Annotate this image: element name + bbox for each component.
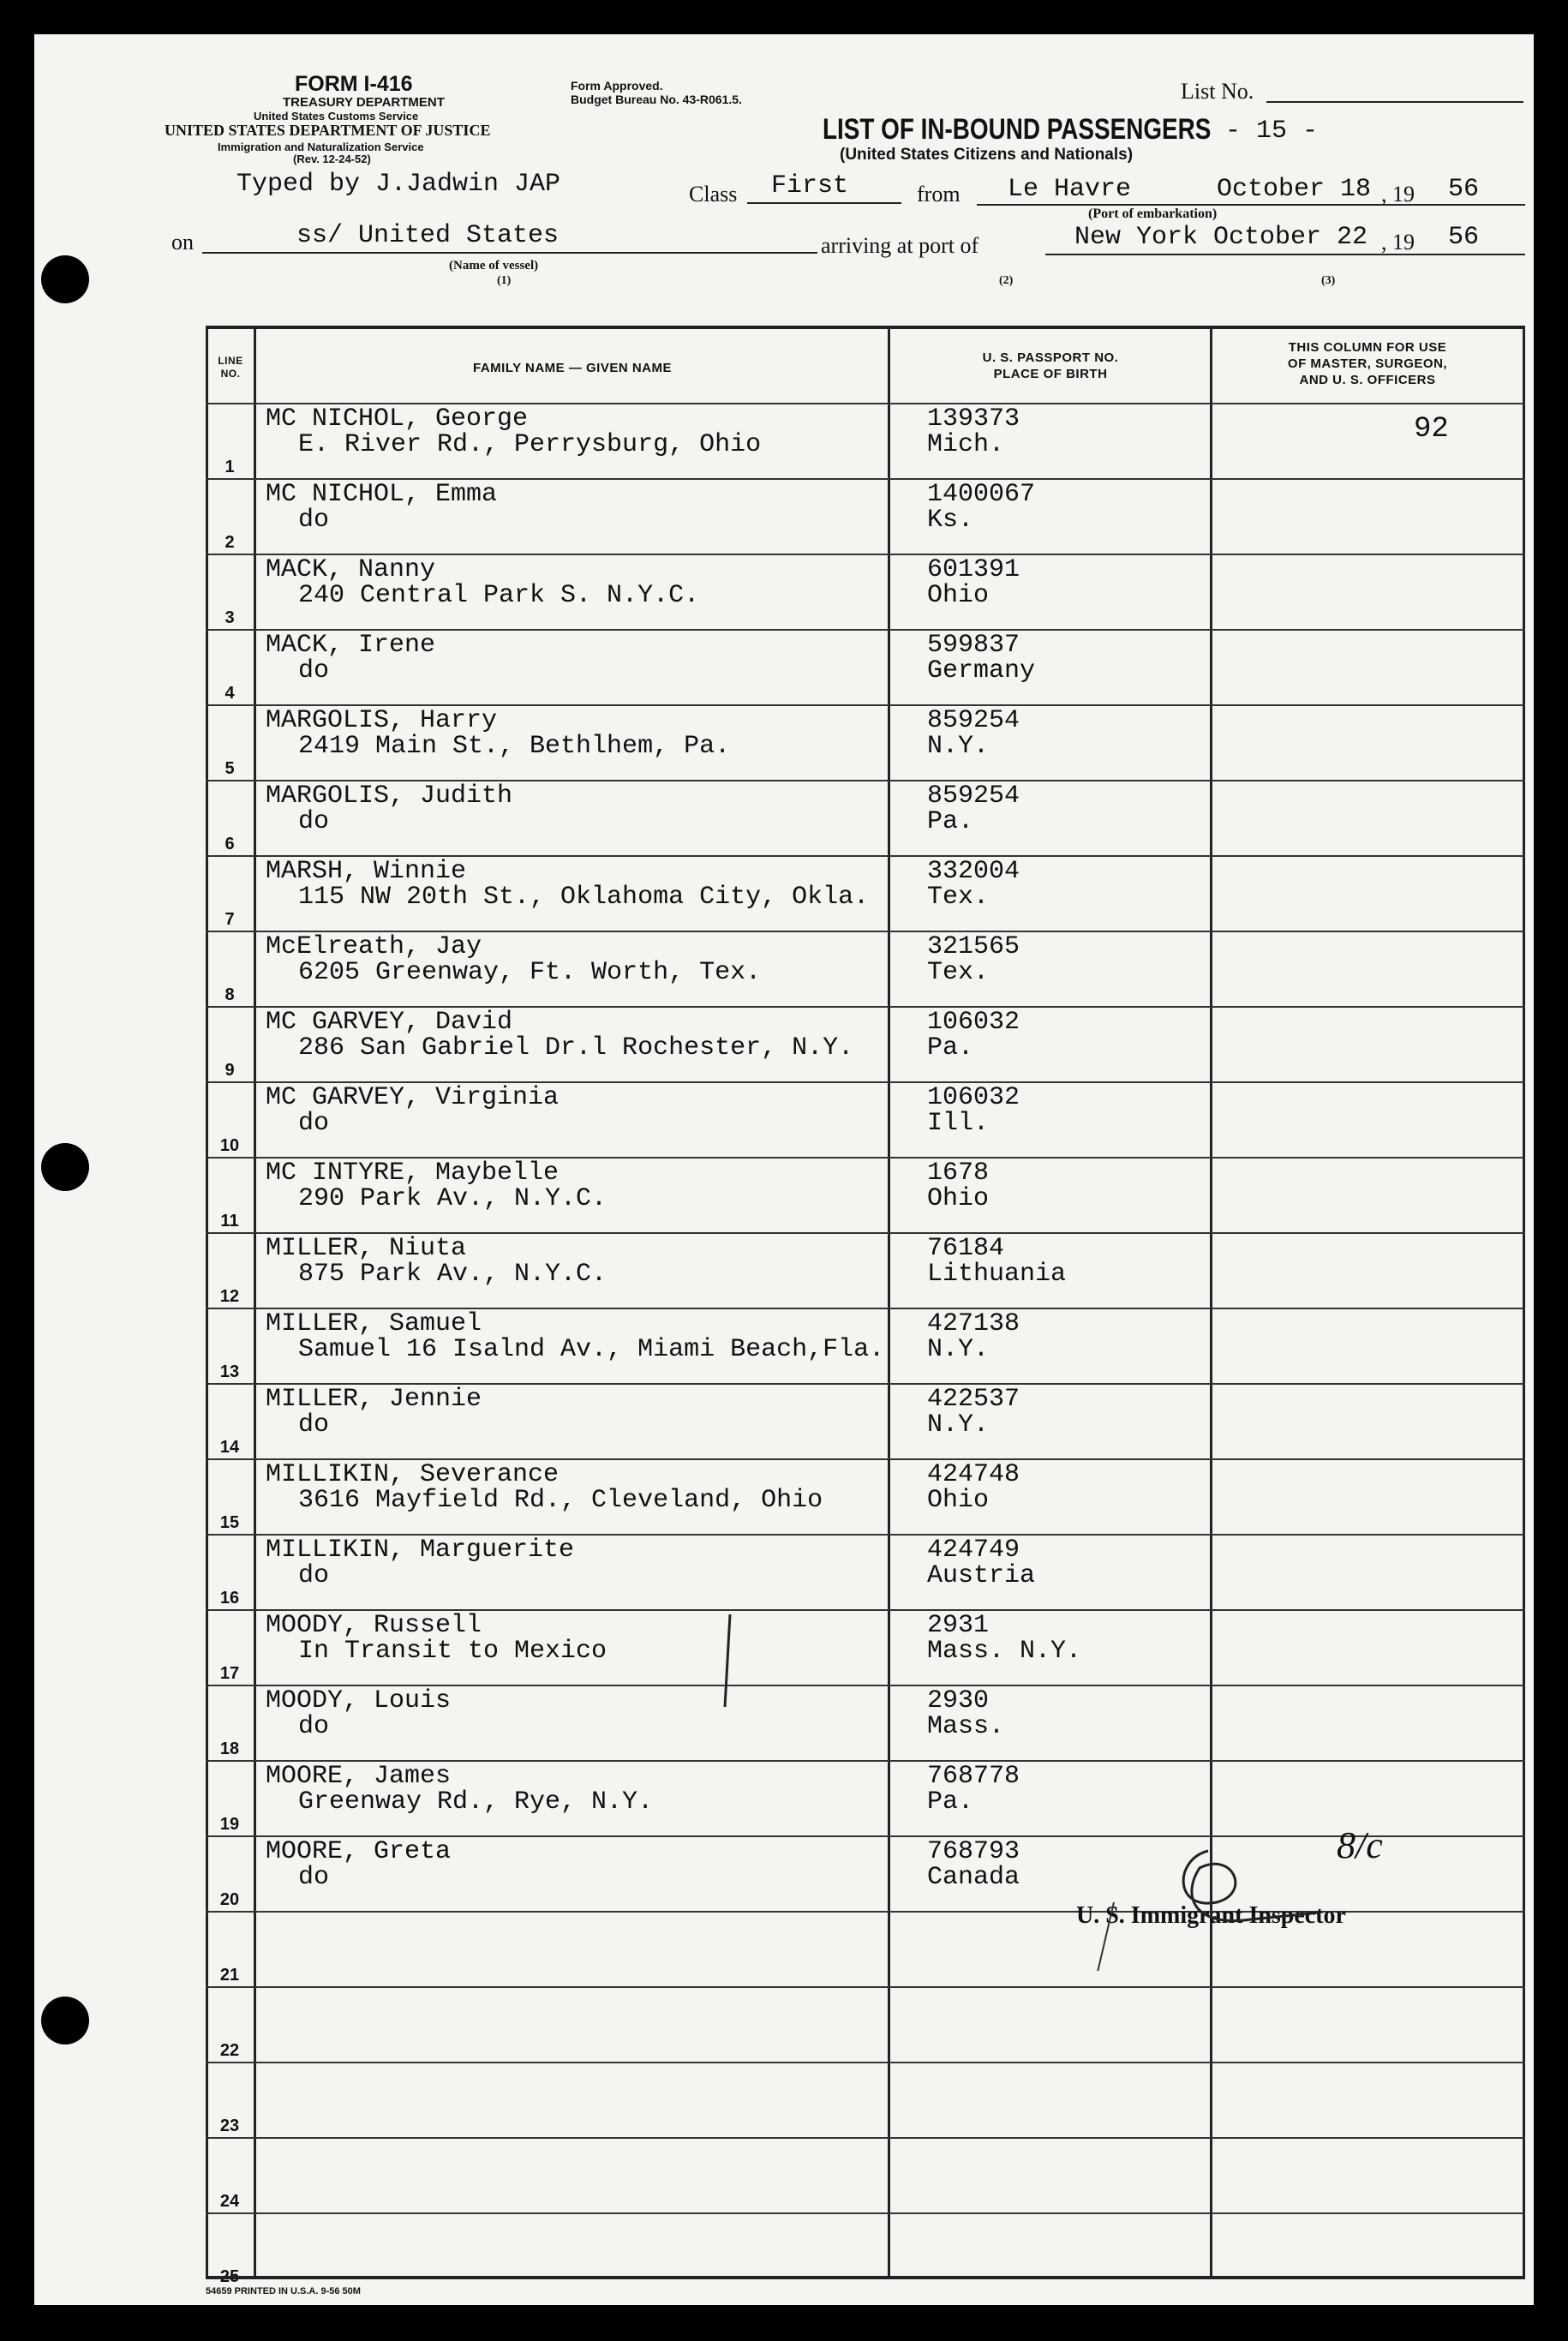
- place-of-birth: Mich.: [927, 430, 1005, 459]
- inspector-signature: [1045, 1799, 1474, 1971]
- place-of-birth: N.Y.: [927, 1335, 990, 1364]
- passenger-address: do: [298, 807, 330, 836]
- place-of-birth: Ohio: [927, 581, 990, 610]
- page-subtitle: (United States Citizens and Nationals): [840, 146, 1134, 164]
- arrival-year-prefix: , 19: [1381, 230, 1415, 254]
- line-number: 22: [219, 2041, 240, 2060]
- passenger-name: MC NICHOL, Emma: [266, 480, 498, 509]
- list-no-label: List No.: [1181, 79, 1254, 104]
- passenger-name: MOODY, Russell: [266, 1611, 482, 1640]
- binder-hole-top: [41, 255, 89, 303]
- table-row: [206, 554, 1523, 629]
- vessel-line: [202, 252, 817, 254]
- list-no-line: [1266, 101, 1523, 103]
- passenger-address: Samuel 16 Isalnd Av., Miami Beach,Fla.: [298, 1335, 885, 1364]
- passenger-address: E. River Rd., Perrysburg, Ohio: [298, 430, 762, 459]
- inspector-stamp: U. S. Immigrant Inspector: [1076, 1902, 1346, 1929]
- line-number: 18: [219, 1739, 240, 1758]
- on-label: on: [171, 230, 194, 254]
- passenger-address: do: [298, 506, 330, 535]
- vessel-caption: (Name of vessel): [449, 259, 539, 272]
- passenger-name: MILLER, Niuta: [266, 1234, 467, 1263]
- line-number: 7: [224, 910, 235, 929]
- header-officers-line3: AND U. S. OFFICERS: [1299, 373, 1436, 387]
- place-of-birth: Austria: [927, 1561, 1036, 1590]
- place-of-birth: Tex.: [927, 958, 990, 987]
- line-number: 3: [224, 608, 235, 627]
- dept-justice: UNITED STATES DEPARTMENT OF JUSTICE: [165, 122, 491, 139]
- port-embark-caption: (Port of embarkation): [1088, 207, 1218, 221]
- header-officers-line2: OF MASTER, SURGEON,: [1287, 356, 1448, 371]
- class-label: Class: [689, 182, 738, 207]
- header-passport-line2: PLACE OF BIRTH: [993, 367, 1108, 381]
- passenger-address: do: [298, 1561, 330, 1590]
- table-row: [206, 629, 1523, 704]
- passenger-table: [206, 326, 1525, 2286]
- passport-number: 424749: [927, 1536, 1020, 1565]
- place-of-birth: Ill.: [927, 1109, 990, 1138]
- passport-number: 139373: [927, 404, 1020, 434]
- page-title: LIST OF IN-BOUND PASSENGERS: [823, 113, 1212, 146]
- passport-number: 768793: [927, 1837, 1020, 1866]
- place-of-birth: Pa.: [927, 1033, 974, 1063]
- passenger-address: 6205 Greenway, Ft. Worth, Tex.: [298, 958, 762, 987]
- passenger-address: 115 NW 20th St., Oklahoma City, Okla.: [298, 883, 870, 912]
- col3-number: (3): [1321, 274, 1336, 287]
- passenger-name: MILLER, Jennie: [266, 1385, 482, 1414]
- line-number: 21: [219, 1966, 240, 1985]
- passenger-address: In Transit to Mexico: [298, 1637, 607, 1666]
- passport-number: 599837: [927, 631, 1020, 660]
- binder-hole-middle: [41, 1143, 89, 1191]
- passport-number: 76184: [927, 1234, 1005, 1263]
- form-revision: (Rev. 12-24-52): [293, 153, 371, 165]
- place-of-birth: Mass.: [927, 1712, 1005, 1741]
- passenger-address: 3616 Mayfield Rd., Cleveland, Ohio: [298, 1486, 823, 1515]
- from-label: from: [917, 182, 961, 207]
- from-year: 56: [1448, 175, 1480, 204]
- table-row: [206, 1986, 1523, 2062]
- passenger-name: MILLER, Samuel: [266, 1309, 482, 1338]
- line-number: 2: [224, 533, 235, 552]
- printer-footer: 54659 PRINTED IN U.S.A. 9-56 50M: [206, 2286, 361, 2296]
- passport-number: 2930: [927, 1686, 990, 1715]
- dept-customs: United States Customs Service: [254, 110, 419, 123]
- passenger-name: MOODY, Louis: [266, 1686, 452, 1715]
- passport-number: 321565: [927, 932, 1020, 961]
- table-row: [206, 2137, 1523, 2212]
- place-of-birth: Ohio: [927, 1184, 990, 1213]
- place-of-birth: Germany: [927, 656, 1036, 686]
- table-row: [206, 704, 1523, 780]
- line-number: 4: [224, 684, 235, 703]
- passenger-name: MACK, Nanny: [266, 555, 436, 584]
- line-number: 16: [219, 1589, 240, 1608]
- line-number: 24: [219, 2192, 240, 2211]
- line-number: 15: [219, 1513, 240, 1532]
- passenger-name: MC GARVEY, Virginia: [266, 1083, 560, 1112]
- arriving-label: arriving at port of: [821, 233, 979, 258]
- passenger-name: MARGOLIS, Judith: [266, 781, 513, 811]
- dept-treasury: TREASURY DEPARTMENT: [283, 95, 445, 110]
- table-row: [206, 1458, 1523, 1534]
- vessel-name: ss/ United States: [296, 221, 560, 250]
- passenger-address: 290 Park Av., N.Y.C.: [298, 1184, 607, 1213]
- table-top-rule: [206, 326, 1525, 329]
- margin-pen-mark: [720, 1611, 737, 1714]
- passport-number: 1400067: [927, 480, 1036, 509]
- place-of-birth: Lithuania: [927, 1260, 1067, 1289]
- class-line: [747, 202, 901, 204]
- line-number: 17: [219, 1664, 240, 1683]
- header-passport-line1: U. S. PASSPORT NO.: [982, 350, 1119, 365]
- table-bottom-rule: [206, 2276, 1525, 2279]
- place-of-birth: Pa.: [927, 1787, 974, 1817]
- passport-number: 424748: [927, 1460, 1020, 1489]
- passenger-address: 875 Park Av., N.Y.C.: [298, 1260, 607, 1289]
- line-number: 20: [219, 1890, 240, 1909]
- col2-number: (2): [999, 274, 1014, 287]
- passenger-name: MILLIKIN, Marguerite: [266, 1536, 575, 1565]
- passenger-address: do: [298, 1410, 330, 1440]
- header-passport: [891, 350, 1210, 382]
- passport-number: 106032: [927, 1008, 1020, 1037]
- from-year-prefix: , 19: [1381, 182, 1415, 207]
- col1-number: (1): [497, 274, 512, 287]
- from-date: October 18: [1217, 175, 1372, 204]
- list-number: - 15 -: [1225, 117, 1319, 146]
- passport-number: 427138: [927, 1309, 1020, 1338]
- class-value: First: [771, 171, 849, 201]
- passport-number: 601391: [927, 555, 1020, 584]
- line-number: 19: [219, 1815, 240, 1834]
- place-of-birth: Ohio: [927, 1486, 990, 1515]
- line-number: 11: [220, 1212, 239, 1230]
- line-number: 9: [224, 1061, 235, 1080]
- table-row: [206, 1534, 1523, 1609]
- passenger-address: do: [298, 1712, 330, 1741]
- officer-note: 92: [1414, 413, 1449, 446]
- dept-ins: Immigration and Naturalization Service: [218, 141, 424, 153]
- line-number: 5: [224, 759, 235, 778]
- inspector-initials: 8/c: [1337, 1824, 1383, 1866]
- passenger-address: 286 San Gabriel Dr.l Rochester, N.Y.: [298, 1033, 854, 1063]
- line-number: 1: [224, 458, 235, 476]
- table-row: [206, 1308, 1523, 1383]
- passenger-name: MC NICHOL, George: [266, 404, 529, 434]
- place-of-birth: Mass. N.Y.: [927, 1637, 1082, 1666]
- table-row: [206, 1081, 1523, 1157]
- passenger-name: MOORE, James: [266, 1762, 452, 1791]
- passenger-address: do: [298, 1863, 330, 1892]
- form-number: FORM I-416: [295, 72, 413, 96]
- line-number: 14: [219, 1438, 240, 1457]
- passenger-name: MACK, Irene: [266, 631, 436, 660]
- passport-number: 422537: [927, 1385, 1020, 1414]
- line-number: 23: [219, 2116, 240, 2135]
- place-of-birth: Ks.: [927, 506, 974, 535]
- line-number: 8: [224, 985, 235, 1004]
- table-row: [206, 1383, 1523, 1458]
- passport-number: 106032: [927, 1083, 1020, 1112]
- place-of-birth: N.Y.: [927, 732, 990, 761]
- table-row: [206, 2062, 1523, 2137]
- table-row: [206, 1609, 1523, 1685]
- place-of-birth: Tex.: [927, 883, 990, 912]
- line-number: 13: [219, 1362, 240, 1381]
- table-row: [206, 403, 1523, 478]
- place-of-birth: Pa.: [927, 807, 974, 836]
- passenger-name: MC GARVEY, David: [266, 1008, 513, 1037]
- passenger-name: McElreath, Jay: [266, 932, 482, 961]
- table-row: [206, 478, 1523, 554]
- passenger-name: MC INTYRE, Maybelle: [266, 1159, 560, 1188]
- passport-number: 859254: [927, 781, 1020, 811]
- passenger-address: do: [298, 1109, 330, 1138]
- from-line: [977, 204, 1525, 206]
- table-row: [206, 1685, 1523, 1760]
- passenger-address: do: [298, 656, 330, 686]
- header-name: FAMILY NAME — GIVEN NAME: [472, 361, 673, 375]
- table-row: [206, 1006, 1523, 1081]
- form-approved: Form Approved.: [571, 79, 663, 93]
- document-page: [34, 34, 1534, 2305]
- binder-hole-bottom: [41, 1997, 89, 2045]
- line-number: 12: [219, 1287, 240, 1306]
- place-of-birth: Canada: [927, 1863, 1020, 1892]
- header-line-no: LINE NO.: [218, 355, 243, 380]
- table-row: [206, 780, 1523, 855]
- arrival-port-date: New York October 22: [1074, 223, 1368, 252]
- header-officers: [1213, 339, 1522, 388]
- line-number: 10: [219, 1136, 240, 1155]
- passenger-address: 240 Central Park S. N.Y.C.: [298, 581, 700, 610]
- table-row: [206, 1157, 1523, 1232]
- arrival-line: [1045, 254, 1525, 255]
- line-number: 25: [219, 2267, 240, 2286]
- table-row: [206, 931, 1523, 1006]
- from-port: Le Havre: [1008, 175, 1132, 204]
- header-officers-line1: THIS COLUMN FOR USE: [1288, 340, 1447, 355]
- passenger-address: 2419 Main St., Bethlhem, Pa.: [298, 732, 731, 761]
- passenger-address: Greenway Rd., Rye, N.Y.: [298, 1787, 654, 1817]
- line-number: 6: [224, 835, 235, 853]
- typed-by: Typed by J.Jadwin JAP: [236, 170, 561, 199]
- place-of-birth: N.Y.: [927, 1410, 990, 1440]
- passport-number: 1678: [927, 1159, 990, 1188]
- passenger-name: MARSH, Winnie: [266, 857, 467, 886]
- passport-number: 2931: [927, 1611, 990, 1640]
- passenger-name: MOORE, Greta: [266, 1837, 452, 1866]
- arrival-year: 56: [1448, 223, 1480, 252]
- table-row: [206, 1232, 1523, 1308]
- table-row: [206, 855, 1523, 931]
- passport-number: 859254: [927, 706, 1020, 735]
- passport-number: 768778: [927, 1762, 1020, 1791]
- passenger-name: MILLIKIN, Severance: [266, 1460, 560, 1489]
- budget-bureau: Budget Bureau No. 43-R061.5.: [571, 93, 742, 106]
- passport-number: 332004: [927, 857, 1020, 886]
- passenger-name: MARGOLIS, Harry: [266, 706, 498, 735]
